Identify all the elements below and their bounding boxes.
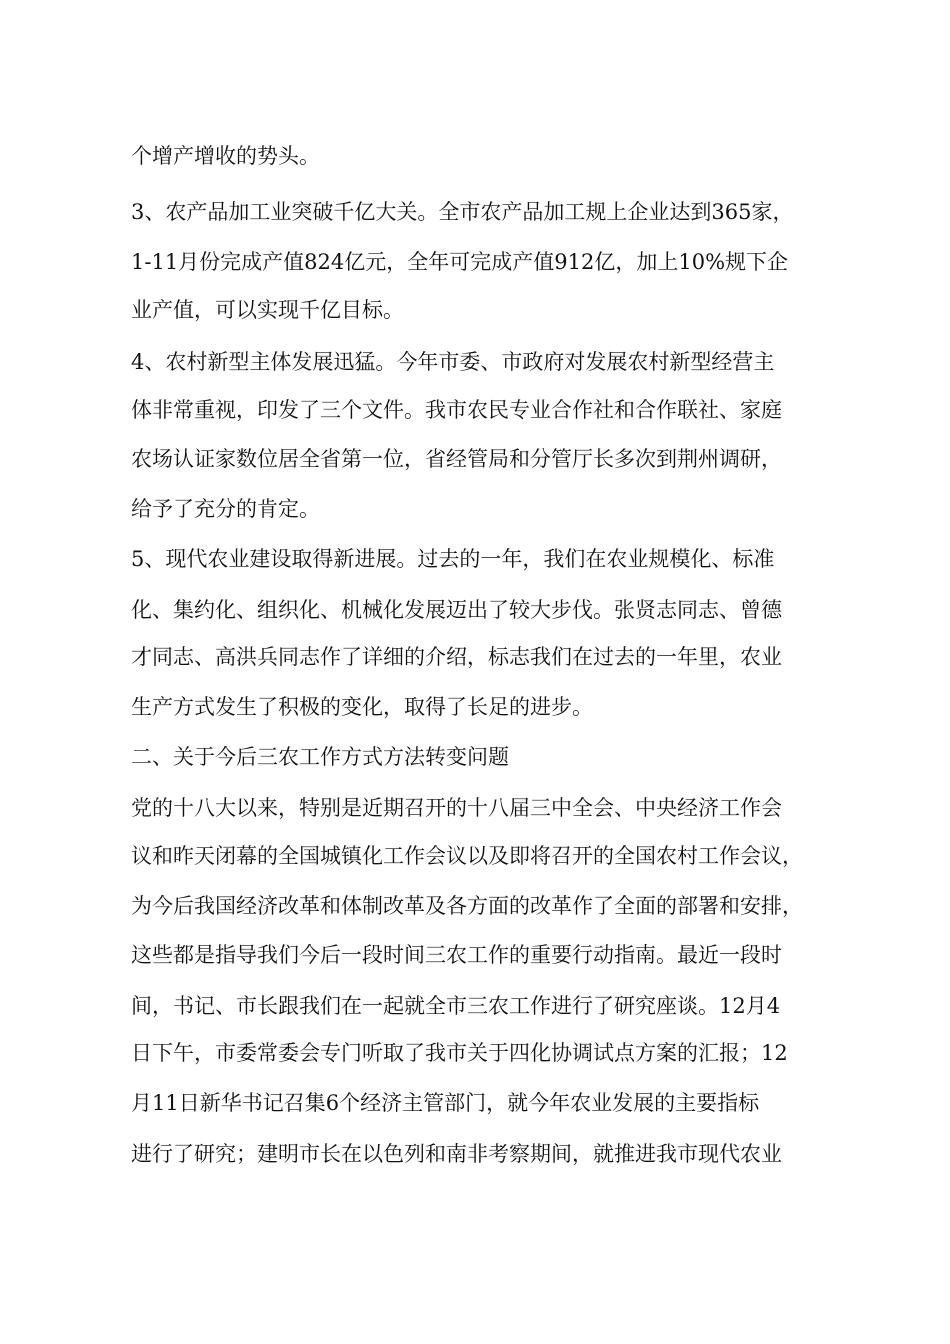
text-line: 这些都是指导我们今后一段时间三农工作的重要行动指南。最近一段时 — [131, 943, 782, 967]
text-line: 业产值，可以实现千亿目标。 — [131, 298, 404, 322]
section-heading: 二、关于今后三农工作方式方法转变问题 — [131, 745, 509, 769]
text-line: 议和昨天闭幕的全国城镇化工作会议以及即将召开的全国农村工作会议， — [131, 844, 803, 868]
text-line: 3、农产品加工业突破千亿大关。全市农产品加工规上企业达到365家， — [131, 200, 794, 224]
text-line: 给予了充分的肯定。 — [131, 497, 320, 521]
text-line: 进行了研究；建明市长在以色列和南非考察期间，就推进我市现代农业 — [131, 1142, 782, 1166]
text-line: 月11日新华书记召集6个经济主管部门，就今年农业发展的主要指标 — [131, 1091, 760, 1115]
text-line: 1-11月份完成产值824亿元，全年可完成产值912亿，加上10%规下企 — [131, 250, 789, 274]
text-line: 生产方式发生了积极的变化，取得了长足的进步。 — [131, 695, 593, 719]
text-line: 4、农村新型主体发展迅猛。今年市委、市政府对发展农村新型经营主 — [131, 350, 775, 374]
text-line: 化、集约化、组织化、机械化发展迈出了较大步伐。张贤志同志、曾德 — [131, 598, 782, 622]
text-line: 才同志、高洪兵同志作了详细的介绍，标志我们在过去的一年里，农业 — [131, 645, 782, 669]
text-line: 体非常重视，印发了三个文件。我市农民专业合作社和合作联社、家庭 — [131, 398, 782, 422]
text-line: 日下午，市委常委会专门听取了我市关于四化协调试点方案的汇报；12 — [131, 1041, 788, 1065]
text-line: 农场认证家数位居全省第一位，省经管局和分管厅长多次到荆州调研， — [131, 447, 782, 471]
text-line: 间，书记、市长跟我们在一起就全市三农工作进行了研究座谈。12月4 — [131, 994, 781, 1018]
text-line: 党的十八大以来，特别是近期召开的十八届三中全会、中央经济工作会 — [131, 796, 782, 820]
text-line: 个增产增收的势头。 — [131, 144, 320, 168]
text-line: 为今后我国经济改革和体制改革及各方面的改革作了全面的部署和安排， — [131, 894, 803, 918]
text-line: 5、现代农业建设取得新进展。过去的一年，我们在农业规模化、标准 — [131, 547, 775, 571]
